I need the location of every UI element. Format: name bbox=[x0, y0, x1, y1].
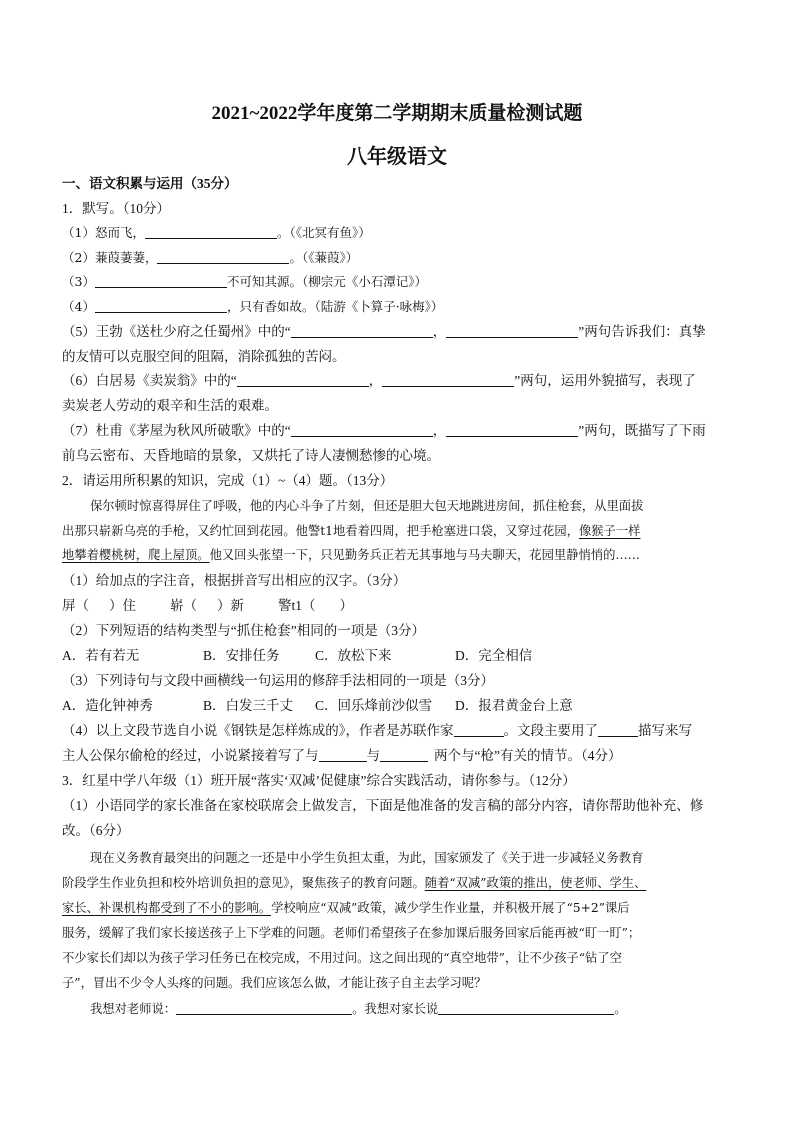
answer-blank[interactable] bbox=[319, 747, 367, 762]
q3-speech-line-4: 服务，缓解了我们家长接送孩子上下学难的问题。老师们希望孩子在参加课后服务回家后能再被“盯一盯”； bbox=[62, 926, 641, 940]
q3-stem: 3．红星中学八年级（1）班开展“落实‘双减’促健康”综合实践活动，请你参与。（12分） bbox=[62, 773, 576, 788]
q1-item-4: （4） ，只有香如故。（陆游《卜算子·咏梅》） bbox=[62, 299, 444, 314]
q1-stem: 1．默写。（10分） bbox=[62, 201, 170, 216]
option-b[interactable]: B．安排任务 bbox=[203, 648, 280, 663]
option-c[interactable]: C．回乐烽前沙似雪 bbox=[315, 698, 433, 713]
q1-item-1: （1）怒而飞， 。（《北冥有鱼》） bbox=[62, 225, 371, 240]
exam-title: 2021~2022学年度第二学期期末质量检测试题 bbox=[211, 103, 583, 124]
answer-blank[interactable] bbox=[291, 323, 433, 338]
q3-speech-line-6: 子”，冒出不少令人头疼的问题。我们应该怎么做，才能让孩子自主去学习呢？ bbox=[62, 976, 487, 990]
underlined-sentence: 随着“双减”政策的推出，使老师、学生、 bbox=[424, 876, 647, 890]
answer-blank[interactable] bbox=[446, 323, 578, 338]
q1-item-6: （6）白居易《卖炭翁》中的“ ， ”两句，运用外貌描写，表现了 bbox=[62, 373, 696, 388]
answer-blank[interactable] bbox=[237, 372, 369, 387]
q1-item-3: （3） 不可知其源。（柳宗元《小石潭记》） bbox=[62, 274, 427, 289]
underlined-sentence: 地攀着樱桃树，爬上屋顶。 bbox=[62, 548, 210, 562]
q2-passage-line-1: 保尔顿时惊喜得屏住了呼吸，他的内心斗争了片刻，但还是胆大包天地跳进房间，抓住枪套，从里面拔 bbox=[90, 499, 644, 513]
q2-sub-4: （4）以上文段节选自小说《钢铁是怎样炼成的》，作者是苏联作家 。文段主要用了 描写来写 bbox=[62, 723, 692, 738]
answer-blank[interactable] bbox=[598, 722, 638, 737]
q1-item-7-cont: 前乌云密布、天昏地暗的景象，又烘托了诗人凄恻愁惨的心境。 bbox=[62, 448, 440, 463]
section-heading: 一、语文积累与运用（35分） bbox=[62, 176, 238, 191]
q2-passage-line-2: 出那只崭新乌亮的手枪，又约忙回到花园。他警t1地看着四周，把手枪塞进口袋，又穿过花园，像猴子一样 bbox=[62, 524, 641, 538]
q3-sub-1: （1）小语同学的家长准备在家校联席会上做发言，下面是他准备的发言稿的部分内容，请你帮助他补充、修 bbox=[62, 798, 704, 813]
q2-sub-4-cont: 主人公保尔偷枪的经过，小说紧接着写了与 与 两个与“枪”有关的情节。（4分） bbox=[62, 748, 622, 763]
answer-blank[interactable] bbox=[95, 273, 227, 288]
underlined-sentence: 像猴子一样 bbox=[578, 524, 641, 538]
q3-speech-line-5: 不少家长们却以为孩子学习任务已在校完成，不用过问。这之间出现的“真空地带”，让不少孩子“钻了空 bbox=[62, 951, 622, 965]
q2-sub-3-options bbox=[62, 696, 573, 716]
answer-blank[interactable] bbox=[95, 298, 227, 313]
q3-sub-1-cont: 改。（6分） bbox=[62, 823, 130, 838]
q2-passage-line-3: 地攀着樱桃树，爬上屋顶。他又回头张望一下，只见勤务兵正若无其事地与马夫聊天，花园里静悄悄的…… bbox=[62, 548, 640, 562]
option-b[interactable]: B．白发三千丈 bbox=[203, 698, 294, 713]
answer-blank-parent[interactable] bbox=[438, 1000, 614, 1015]
q3-speech-line-3: 家长、补课机构都受到了不小的影响。学校响应“双减”政策，减少学生作业量，并积极开展了“5+2”课后 bbox=[62, 901, 630, 915]
option-a[interactable]: A．造化钟神秀 bbox=[62, 698, 153, 713]
q3-answer-line: 我想对老师说： 。我想对家长说 。 bbox=[90, 1002, 627, 1016]
q1-item-7: （7）杜甫《茅屋为秋风所破歌》中的“ ， ”两句，既描写了下雨 bbox=[62, 423, 706, 438]
q1-item-6-cont: 卖炭老人劳动的艰辛和生活的艰难。 bbox=[62, 398, 278, 413]
q3-speech-line-1: 现在义务教育最突出的问题之一还是中小学生负担太重，为此，国家颁发了《关于进一步减轻义务教育 bbox=[90, 851, 644, 865]
q2-sub-1-items: 屏（ ）住 崭（ ）新 警t1（ ） bbox=[62, 598, 354, 613]
answer-blank[interactable] bbox=[291, 422, 433, 437]
answer-blank[interactable] bbox=[380, 747, 428, 762]
underlined-sentence: 家长、补课机构都受到了不小的影响。 bbox=[62, 901, 272, 915]
option-d[interactable]: D．完全相信 bbox=[455, 648, 533, 663]
q2-sub-1: （1）给加点的字注音，根据拼音写出相应的汉字。（3分） bbox=[62, 573, 407, 588]
option-c[interactable]: C．放松下来 bbox=[315, 648, 392, 663]
answer-blank[interactable] bbox=[145, 224, 277, 239]
answer-blank[interactable] bbox=[446, 422, 578, 437]
option-d[interactable]: D．报君黄金台上意 bbox=[455, 698, 573, 713]
q3-speech-line-2: 阶段学生作业负担和校外培训负担的意见》，聚焦孩子的教育问题。随着“双减”政策的推出，使老师、学生、 bbox=[62, 876, 647, 890]
exam-subtitle: 八年级语文 bbox=[347, 146, 447, 168]
answer-blank-teacher[interactable] bbox=[176, 1000, 352, 1015]
q2-stem-text: 2．请运用所积累的知识，完成（1）~（4）题。（13分） bbox=[62, 473, 394, 488]
q2-sub-3: （3）下列诗句与文段中画横线一句运用的修辞手法相同的一项是（3分） bbox=[62, 673, 494, 688]
option-a[interactable]: A．若有若无 bbox=[62, 648, 140, 663]
q1-item-5-cont: 的友情可以克服空间的阻隔，消除孤独的苦闷。 bbox=[62, 349, 346, 364]
answer-blank[interactable] bbox=[382, 372, 514, 387]
q1-item-5: （5）王勃《送杜少府之任蜀州》中的“ ， ”两句告诉我们：真挚 bbox=[62, 324, 706, 339]
answer-blank[interactable] bbox=[157, 249, 289, 264]
q2-sub-2: （2）下列短语的结构类型与“抓住枪套”相同的一项是（3分） bbox=[62, 623, 425, 638]
q2-sub-2-options bbox=[62, 646, 532, 666]
answer-blank[interactable] bbox=[454, 722, 504, 737]
q1-item-2: （2）蒹葭萋萋， 。（《蒹葭》） bbox=[62, 250, 359, 265]
